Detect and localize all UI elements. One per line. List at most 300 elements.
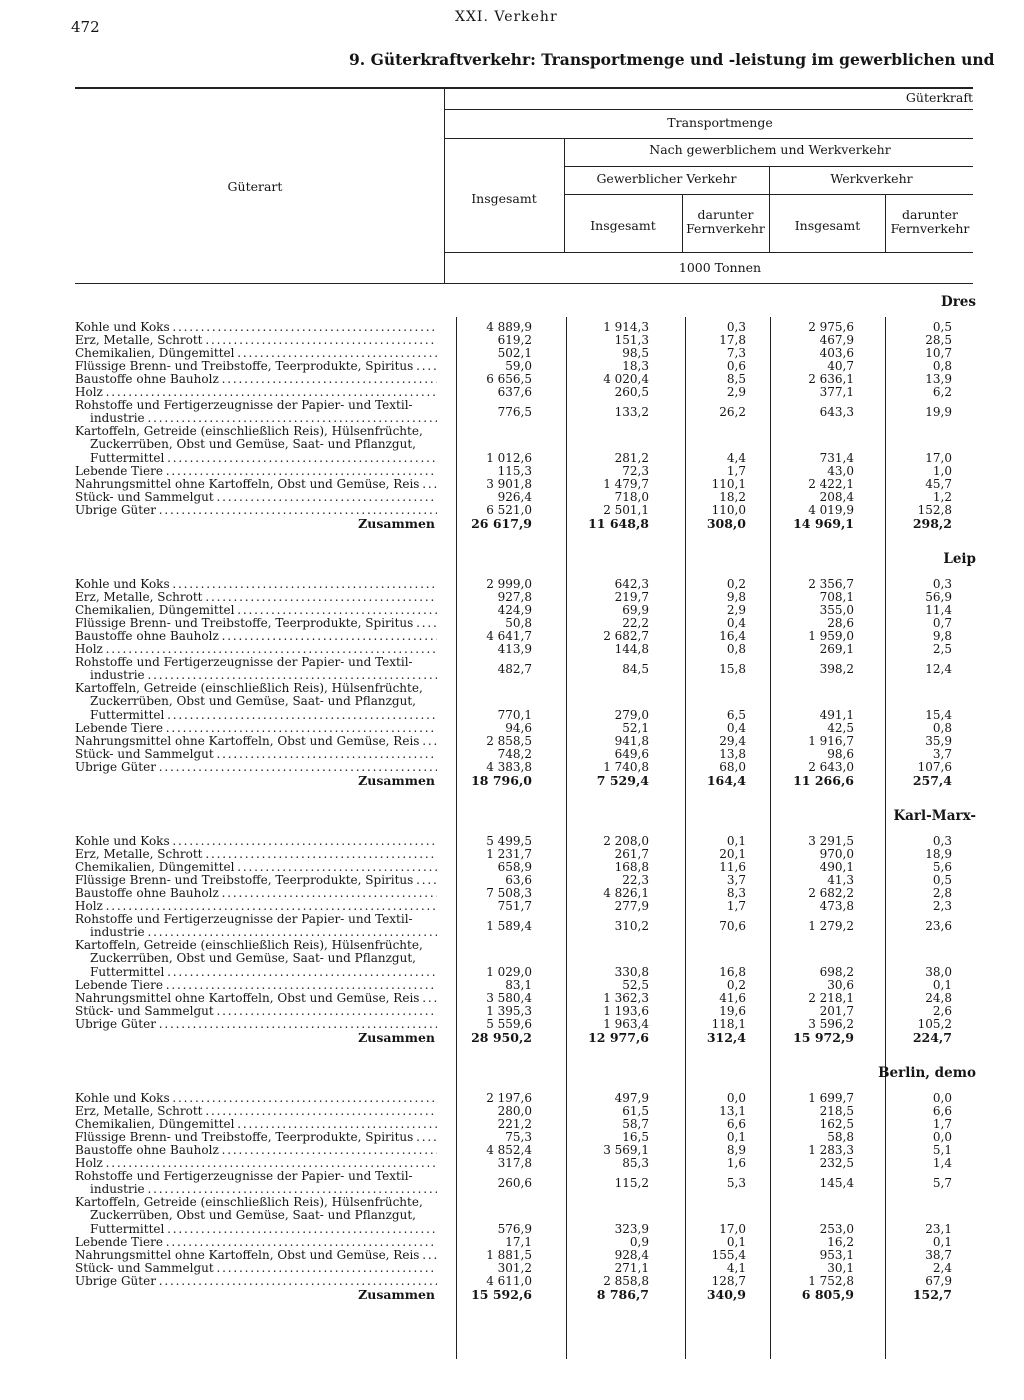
cell-werk-fernverkehr: 5,1 <box>932 1143 952 1158</box>
cell-werk-fernverkehr: 35,9 <box>925 733 952 748</box>
cell-gewerblich-fernverkehr: 13,1 <box>719 1104 746 1119</box>
row-label: industrie . . . <box>90 669 437 682</box>
cell-werk-fernverkehr: 0,0 <box>932 1091 952 1105</box>
cell-werk-insgesamt: 98,6 <box>827 746 854 761</box>
cell-werk-insgesamt: 377,1 <box>819 385 854 400</box>
row-label: Rohstoffe und Fertigerzeugnisse der Papier- und Textil- <box>75 1170 413 1184</box>
header-divider <box>444 88 445 284</box>
header-divider <box>564 138 565 252</box>
total-gewerblich-insgesamt: 7 529,4 <box>596 772 649 788</box>
cell-gewerblich-fernverkehr: 17,8 <box>719 333 746 348</box>
row-label: Zuckerrüben, Obst und Gemüse, Saat- und Pflanzgut, <box>90 695 416 709</box>
cell-gewerblich-fernverkehr: 13,8 <box>719 746 746 761</box>
row-label: Futtermittel . . . <box>90 1223 437 1236</box>
cell-gewerblich-fernverkehr: 9,8 <box>726 590 746 605</box>
cell-gewerblich-fernverkehr: 19,6 <box>719 1003 746 1018</box>
row-label: Chemikalien, Düngemittel . . . <box>75 604 437 617</box>
cell-werk-fernverkehr: 3,7 <box>932 746 952 761</box>
cell-insgesamt: 2 858,5 <box>486 733 532 748</box>
cell-insgesamt: 4 641,7 <box>486 629 532 644</box>
cell-werk-fernverkehr: 1,4 <box>932 1156 952 1171</box>
cell-werk-insgesamt: 2 636,1 <box>808 372 854 387</box>
cell-gewerblich-fernverkehr: 41,6 <box>719 990 746 1005</box>
row-label: Rohstoffe und Fertigerzeugnisse der Papier- und Textil- <box>75 656 413 670</box>
region-name: Berlin, demo <box>878 1065 976 1081</box>
cell-werk-fernverkehr: 18,9 <box>925 847 952 862</box>
cell-werk-fernverkehr: 1,2 <box>932 489 952 504</box>
cell-gewerblich-insgesamt: 2 501,1 <box>603 502 649 517</box>
row-label: Chemikalien, Düngemittel . . . <box>75 347 437 360</box>
row-label: Baustoffe ohne Bauholz . . . <box>75 630 437 643</box>
cell-werk-fernverkehr: 13,9 <box>925 372 952 387</box>
cell-werk-insgesamt: 1 699,7 <box>808 1091 854 1105</box>
row-label: Übrige Güter . . . <box>75 504 437 517</box>
cell-werk-fernverkehr: 107,6 <box>917 759 952 774</box>
cell-werk-insgesamt: 208,4 <box>819 489 854 504</box>
total-label: Zusammen <box>358 1287 435 1301</box>
chapter-heading: XXI. Verkehr <box>455 9 558 25</box>
cell-werk-fernverkehr: 15,4 <box>925 707 952 722</box>
cell-werk-fernverkehr: 67,9 <box>925 1273 952 1288</box>
cell-gewerblich-insgesamt: 16,5 <box>622 1130 649 1145</box>
cell-werk-fernverkehr: 12,4 <box>925 661 952 676</box>
cell-werk-fernverkehr: 19,9 <box>925 404 952 419</box>
total-label: Zusammen <box>358 516 435 530</box>
cell-werk-insgesamt: 1 916,7 <box>808 733 854 748</box>
insgesamt-total-header: Insgesamt <box>471 191 537 206</box>
cell-gewerblich-fernverkehr: 0,3 <box>726 320 746 334</box>
cell-gewerblich-fernverkehr: 20,1 <box>719 847 746 862</box>
cell-insgesamt: 658,9 <box>497 860 532 875</box>
total-gewerblich-insgesamt: 8 786,7 <box>596 1286 649 1302</box>
cell-insgesamt: 301,2 <box>497 1260 532 1275</box>
row-label: Flüssige Brenn- und Treibstoffe, Teerprodukte, Spiritus . . . <box>75 360 437 373</box>
cell-gewerblich-insgesamt: 2 682,7 <box>603 629 649 644</box>
darunter-label: darunter <box>902 207 958 222</box>
cell-gewerblich-insgesamt: 85,3 <box>622 1156 649 1171</box>
cell-gewerblich-fernverkehr: 1,6 <box>726 1156 746 1171</box>
cell-gewerblich-fernverkehr: 0,1 <box>726 834 746 848</box>
cell-werk-fernverkehr: 28,5 <box>925 333 952 348</box>
row-label: Rohstoffe und Fertigerzeugnisse der Papier- und Textil- <box>75 913 413 927</box>
total-gewerblich-fernverkehr: 312,4 <box>706 1029 746 1045</box>
cell-gewerblich-insgesamt: 52,5 <box>622 977 649 992</box>
cell-gewerblich-insgesamt: 0,9 <box>629 1234 649 1249</box>
cell-gewerblich-fernverkehr: 110,1 <box>711 476 746 491</box>
cell-gewerblich-insgesamt: 261,7 <box>614 847 649 862</box>
region-block <box>0 808 1024 1058</box>
cell-werk-insgesamt: 40,7 <box>827 359 854 374</box>
cell-insgesamt: 280,0 <box>497 1104 532 1119</box>
cell-insgesamt: 83,1 <box>505 977 532 992</box>
total-insgesamt: 15 592,6 <box>471 1286 532 1302</box>
cell-insgesamt: 1 012,6 <box>486 450 532 465</box>
row-label: Stück- und Sammelgut . . . <box>75 1262 437 1275</box>
cell-insgesamt: 59,0 <box>505 359 532 374</box>
cell-insgesamt: 482,7 <box>497 661 532 676</box>
cell-insgesamt: 2 197,6 <box>486 1091 532 1105</box>
cell-werk-fernverkehr: 0,8 <box>932 359 952 374</box>
row-label: Baustoffe ohne Bauholz . . . <box>75 887 437 900</box>
cell-insgesamt: 1 231,7 <box>486 847 532 862</box>
cell-gewerblich-insgesamt: 52,1 <box>622 720 649 735</box>
cell-insgesamt: 3 901,8 <box>486 476 532 491</box>
cell-gewerblich-insgesamt: 649,6 <box>614 746 649 761</box>
cell-gewerblich-insgesamt: 22,3 <box>622 873 649 888</box>
cell-insgesamt: 221,2 <box>497 1117 532 1132</box>
cell-gewerblich-insgesamt: 58,7 <box>622 1117 649 1132</box>
row-label: Nahrungsmittel ohne Kartoffeln, Obst und Gemüse, Reis . . . <box>75 735 437 748</box>
header-bottom-rule <box>75 283 973 284</box>
row-label: Chemikalien, Düngemittel . . . <box>75 1118 437 1131</box>
total-werk-fernverkehr: 257,4 <box>912 772 952 788</box>
cell-insgesamt: 926,4 <box>497 489 532 504</box>
cell-werk-insgesamt: 16,2 <box>827 1234 854 1249</box>
cell-werk-fernverkehr: 2,5 <box>932 642 952 657</box>
header-rule <box>444 252 973 253</box>
cell-gewerblich-insgesamt: 84,5 <box>622 661 649 676</box>
cell-gewerblich-insgesamt: 279,0 <box>614 707 649 722</box>
cell-gewerblich-fernverkehr: 5,3 <box>726 1175 746 1190</box>
cell-werk-insgesamt: 2 218,1 <box>808 990 854 1005</box>
total-werk-insgesamt: 6 805,9 <box>801 1286 854 1302</box>
total-werk-insgesamt: 15 972,9 <box>793 1029 854 1045</box>
cell-insgesamt: 7 508,3 <box>486 886 532 901</box>
cell-werk-fernverkehr: 10,7 <box>925 346 952 361</box>
cell-gewerblich-fernverkehr: 110,0 <box>711 502 746 517</box>
cell-gewerblich-insgesamt: 4 020,4 <box>603 372 649 387</box>
cell-gewerblich-insgesamt: 72,3 <box>622 463 649 478</box>
row-label: Kartoffeln, Getreide (einschließlich Reis), Hülsenfrüchte, <box>75 682 423 696</box>
unit-header: 1000 Tonnen <box>678 260 762 275</box>
cell-gewerblich-insgesamt: 1 740,8 <box>603 759 649 774</box>
cell-gewerblich-insgesamt: 928,4 <box>614 1247 649 1262</box>
cell-gewerblich-fernverkehr: 17,0 <box>719 1221 746 1236</box>
cell-werk-insgesamt: 1 283,3 <box>808 1143 854 1158</box>
cell-gewerblich-fernverkehr: 16,8 <box>719 964 746 979</box>
cell-werk-insgesamt: 58,8 <box>827 1130 854 1145</box>
total-label: Zusammen <box>358 773 435 787</box>
cell-werk-insgesamt: 218,5 <box>819 1104 854 1119</box>
cell-werk-fernverkehr: 56,9 <box>925 590 952 605</box>
cell-gewerblich-fernverkehr: 4,4 <box>726 450 746 465</box>
cell-gewerblich-insgesamt: 941,8 <box>614 733 649 748</box>
cell-insgesamt: 751,7 <box>497 899 532 914</box>
cell-werk-fernverkehr: 6,2 <box>932 385 952 400</box>
cell-insgesamt: 424,9 <box>497 603 532 618</box>
cell-gewerblich-insgesamt: 330,8 <box>614 964 649 979</box>
row-label: Holz . . . <box>75 643 437 656</box>
cell-werk-insgesamt: 398,2 <box>819 661 854 676</box>
cell-insgesamt: 5 499,5 <box>486 834 532 848</box>
row-label: Stück- und Sammelgut . . . <box>75 748 437 761</box>
cell-gewerblich-fernverkehr: 118,1 <box>711 1016 746 1031</box>
row-label: Holz . . . <box>75 386 437 399</box>
row-label: Stück- und Sammelgut . . . <box>75 1005 437 1018</box>
cell-insgesamt: 3 580,4 <box>486 990 532 1005</box>
cell-gewerblich-fernverkehr: 7,3 <box>726 346 746 361</box>
cell-gewerblich-insgesamt: 1 479,7 <box>603 476 649 491</box>
row-label: Kohle und Koks . . . <box>75 835 437 848</box>
cell-gewerblich-fernverkehr: 0,4 <box>726 720 746 735</box>
row-label: Rohstoffe und Fertigerzeugnisse der Papier- und Textil- <box>75 399 413 413</box>
cell-gewerblich-insgesamt: 69,9 <box>622 603 649 618</box>
cell-insgesamt: 75,3 <box>505 1130 532 1145</box>
row-label: Übrige Güter . . . <box>75 1018 437 1031</box>
cell-werk-fernverkehr: 0,3 <box>932 577 952 591</box>
cell-gewerblich-fernverkehr: 2,9 <box>726 603 746 618</box>
cell-gewerblich-fernverkehr: 16,4 <box>719 629 746 644</box>
row-label: Kartoffeln, Getreide (einschließlich Reis), Hülsenfrüchte, <box>75 1196 423 1210</box>
cell-werk-insgesamt: 4 019,9 <box>808 502 854 517</box>
cell-werk-insgesamt: 355,0 <box>819 603 854 618</box>
cell-gewerblich-insgesamt: 260,5 <box>614 385 649 400</box>
row-label: industrie . . . <box>90 412 437 425</box>
cell-gewerblich-insgesamt: 61,5 <box>622 1104 649 1119</box>
cell-werk-insgesamt: 30,1 <box>827 1260 854 1275</box>
cell-werk-insgesamt: 41,3 <box>827 873 854 888</box>
cell-werk-fernverkehr: 152,8 <box>917 502 952 517</box>
cell-gewerblich-insgesamt: 281,2 <box>614 450 649 465</box>
cell-gewerblich-fernverkehr: 68,0 <box>719 759 746 774</box>
cell-gewerblich-fernverkehr: 8,5 <box>726 372 746 387</box>
row-label: Kohle und Koks . . . <box>75 578 437 591</box>
cell-gewerblich-fernverkehr: 0,2 <box>726 977 746 992</box>
cell-insgesamt: 4 889,9 <box>486 320 532 334</box>
cell-werk-insgesamt: 3 291,5 <box>808 834 854 848</box>
row-label: Flüssige Brenn- und Treibstoffe, Teerprodukte, Spiritus . . . <box>75 617 437 630</box>
row-label: Lebende Tiere . . . <box>75 465 437 478</box>
darunter-gew-header <box>682 208 769 236</box>
row-label: Kartoffeln, Getreide (einschließlich Reis), Hülsenfrüchte, <box>75 939 423 953</box>
cell-werk-insgesamt: 28,6 <box>827 616 854 631</box>
header-rule <box>444 138 973 139</box>
row-label: Übrige Güter . . . <box>75 1275 437 1288</box>
cell-werk-insgesamt: 145,4 <box>819 1175 854 1190</box>
row-label: Baustoffe ohne Bauholz . . . <box>75 1144 437 1157</box>
cell-insgesamt: 1 881,5 <box>486 1247 532 1262</box>
cell-werk-fernverkehr: 2,3 <box>932 899 952 914</box>
cell-werk-fernverkehr: 0,0 <box>932 1130 952 1145</box>
row-label: Chemikalien, Düngemittel . . . <box>75 861 437 874</box>
region-block <box>0 294 1024 544</box>
cell-werk-fernverkehr: 0,5 <box>932 320 952 334</box>
row-label: Erz, Metalle, Schrott . . . <box>75 591 437 604</box>
cell-gewerblich-fernverkehr: 0,0 <box>726 1091 746 1105</box>
row-label: Nahrungsmittel ohne Kartoffeln, Obst und Gemüse, Reis . . . <box>75 992 437 1005</box>
cell-werk-fernverkehr: 1,7 <box>932 1117 952 1132</box>
cell-gewerblich-insgesamt: 168,8 <box>614 860 649 875</box>
row-label: Futtermittel . . . <box>90 452 437 465</box>
total-gewerblich-insgesamt: 11 648,8 <box>588 515 649 531</box>
cell-gewerblich-insgesamt: 151,3 <box>614 333 649 348</box>
total-gewerblich-fernverkehr: 164,4 <box>706 772 746 788</box>
total-werk-insgesamt: 14 969,1 <box>793 515 854 531</box>
row-label: Übrige Güter . . . <box>75 761 437 774</box>
total-werk-fernverkehr: 224,7 <box>912 1029 952 1045</box>
cell-gewerblich-insgesamt: 144,8 <box>614 642 649 657</box>
cell-werk-insgesamt: 1 279,2 <box>808 918 854 933</box>
cell-werk-insgesamt: 253,0 <box>819 1221 854 1236</box>
cell-werk-insgesamt: 490,1 <box>819 860 854 875</box>
cell-insgesamt: 94,6 <box>505 720 532 735</box>
cell-werk-fernverkehr: 0,5 <box>932 873 952 888</box>
cell-gewerblich-fernverkehr: 15,8 <box>719 661 746 676</box>
cell-gewerblich-insgesamt: 4 826,1 <box>603 886 649 901</box>
cell-insgesamt: 2 999,0 <box>486 577 532 591</box>
cell-werk-insgesamt: 698,2 <box>819 964 854 979</box>
cell-werk-insgesamt: 2 643,0 <box>808 759 854 774</box>
cell-werk-insgesamt: 953,1 <box>819 1247 854 1262</box>
cell-gewerblich-insgesamt: 2 858,8 <box>603 1273 649 1288</box>
region-name: Leip <box>943 551 976 567</box>
cell-gewerblich-insgesamt: 18,3 <box>622 359 649 374</box>
cell-gewerblich-insgesamt: 1 914,3 <box>603 320 649 334</box>
row-label: Zuckerrüben, Obst und Gemüse, Saat- und Pflanzgut, <box>90 1209 416 1223</box>
cell-gewerblich-insgesamt: 1 193,6 <box>603 1003 649 1018</box>
cell-werk-insgesamt: 3 596,2 <box>808 1016 854 1031</box>
fernverkehr-label: Fernverkehr <box>686 221 765 236</box>
cell-gewerblich-insgesamt: 323,9 <box>614 1221 649 1236</box>
cell-gewerblich-insgesamt: 3 569,1 <box>603 1143 649 1158</box>
cell-insgesamt: 1 589,4 <box>486 918 532 933</box>
cell-insgesamt: 619,2 <box>497 333 532 348</box>
cell-werk-insgesamt: 403,6 <box>819 346 854 361</box>
cell-werk-insgesamt: 42,5 <box>827 720 854 735</box>
region-block <box>0 1065 1024 1315</box>
cell-werk-insgesamt: 467,9 <box>819 333 854 348</box>
cell-werk-insgesamt: 2 682,2 <box>808 886 854 901</box>
cell-gewerblich-insgesamt: 310,2 <box>614 918 649 933</box>
cell-werk-fernverkehr: 11,4 <box>925 603 952 618</box>
goods-type-header: Güterart <box>227 179 283 194</box>
cell-insgesamt: 748,2 <box>497 746 532 761</box>
cell-gewerblich-fernverkehr: 0,1 <box>726 1130 746 1145</box>
region-name: Dres <box>940 294 976 310</box>
cell-gewerblich-fernverkehr: 18,2 <box>719 489 746 504</box>
cell-insgesamt: 637,6 <box>497 385 532 400</box>
cell-gewerblich-fernverkehr: 0,6 <box>726 359 746 374</box>
total-gewerblich-insgesamt: 12 977,6 <box>588 1029 649 1045</box>
cell-gewerblich-fernverkehr: 0,1 <box>726 1234 746 1249</box>
werkverkehr-header: Werkverkehr <box>830 171 913 186</box>
cell-werk-fernverkehr: 2,8 <box>932 886 952 901</box>
darunter-label: darunter <box>697 207 754 222</box>
cell-gewerblich-fernverkehr: 2,9 <box>726 385 746 400</box>
cell-gewerblich-fernverkehr: 70,6 <box>719 918 746 933</box>
cell-gewerblich-insgesamt: 115,2 <box>614 1175 649 1190</box>
insgesamt-gew-header: Insgesamt <box>590 218 656 233</box>
total-label: Zusammen <box>358 1030 435 1044</box>
cell-gewerblich-insgesamt: 1 362,3 <box>603 990 649 1005</box>
cell-gewerblich-fernverkehr: 155,4 <box>711 1247 746 1262</box>
region-block <box>0 551 1024 801</box>
cell-gewerblich-fernverkehr: 0,8 <box>726 642 746 657</box>
cell-werk-fernverkehr: 9,8 <box>932 629 952 644</box>
total-gewerblich-fernverkehr: 340,9 <box>706 1286 746 1302</box>
row-label: Nahrungsmittel ohne Kartoffeln, Obst und Gemüse, Reis . . . <box>75 478 437 491</box>
total-insgesamt: 26 617,9 <box>471 515 532 531</box>
row-label: Lebende Tiere . . . <box>75 722 437 735</box>
cell-gewerblich-fernverkehr: 4,1 <box>726 1260 746 1275</box>
cell-werk-insgesamt: 970,0 <box>819 847 854 862</box>
cell-werk-insgesamt: 1 752,8 <box>808 1273 854 1288</box>
cell-werk-fernverkehr: 105,2 <box>917 1016 952 1031</box>
row-label: Holz . . . <box>75 900 437 913</box>
cell-gewerblich-fernverkehr: 6,5 <box>726 707 746 722</box>
row-label: Stück- und Sammelgut . . . <box>75 491 437 504</box>
cell-insgesamt: 776,5 <box>497 404 532 419</box>
cell-werk-insgesamt: 43,0 <box>827 463 854 478</box>
cell-werk-insgesamt: 201,7 <box>819 1003 854 1018</box>
nach-verkehr-header: Nach gewerblichem und Werkverkehr <box>649 142 891 157</box>
header-rule <box>444 109 973 110</box>
total-werk-insgesamt: 11 266,6 <box>793 772 854 788</box>
cell-insgesamt: 5 559,6 <box>486 1016 532 1031</box>
cell-insgesamt: 770,1 <box>497 707 532 722</box>
total-werk-fernverkehr: 152,7 <box>912 1286 952 1302</box>
cell-insgesamt: 576,9 <box>497 1221 532 1236</box>
cell-werk-fernverkehr: 38,0 <box>925 964 952 979</box>
region-name: Karl-Marx- <box>893 808 976 824</box>
cell-gewerblich-insgesamt: 497,9 <box>614 1091 649 1105</box>
cell-insgesamt: 1 395,3 <box>486 1003 532 1018</box>
cell-insgesamt: 927,8 <box>497 590 532 605</box>
cell-gewerblich-insgesamt: 2 208,0 <box>603 834 649 848</box>
cell-insgesamt: 317,8 <box>497 1156 532 1171</box>
row-label: Lebende Tiere . . . <box>75 1236 437 1249</box>
fernverkehr-label: Fernverkehr <box>890 221 970 236</box>
row-label: Erz, Metalle, Schrott . . . <box>75 848 437 861</box>
gewerblicher-verkehr-header: Gewerblicher Verkehr <box>596 171 737 186</box>
darunter-werk-header <box>885 208 975 236</box>
row-label: Flüssige Brenn- und Treibstoffe, Teerprodukte, Spiritus . . . <box>75 1131 437 1144</box>
row-label: Baustoffe ohne Bauholz . . . <box>75 373 437 386</box>
cell-insgesamt: 50,8 <box>505 616 532 631</box>
cell-insgesamt: 1 029,0 <box>486 964 532 979</box>
cell-gewerblich-insgesamt: 98,5 <box>622 346 649 361</box>
cell-werk-fernverkehr: 17,0 <box>925 450 952 465</box>
gueterkraft-header: Güterkraft <box>905 90 973 105</box>
cell-insgesamt: 502,1 <box>497 346 532 361</box>
cell-gewerblich-insgesamt: 22,2 <box>622 616 649 631</box>
row-label: Erz, Metalle, Schrott . . . <box>75 1105 437 1118</box>
cell-werk-fernverkehr: 2,6 <box>932 1003 952 1018</box>
row-label: Nahrungsmittel ohne Kartoffeln, Obst und Gemüse, Reis . . . <box>75 1249 437 1262</box>
insgesamt-werk-header: Insgesamt <box>794 218 861 233</box>
cell-insgesamt: 260,6 <box>497 1175 532 1190</box>
cell-werk-fernverkehr: 0,8 <box>932 720 952 735</box>
cell-insgesamt: 4 852,4 <box>486 1143 532 1158</box>
cell-insgesamt: 413,9 <box>497 642 532 657</box>
cell-werk-fernverkehr: 0,1 <box>932 977 952 992</box>
cell-insgesamt: 115,3 <box>497 463 532 478</box>
row-label: industrie . . . <box>90 1183 437 1196</box>
cell-werk-insgesamt: 2 975,6 <box>808 320 854 334</box>
cell-insgesamt: 6 656,5 <box>486 372 532 387</box>
cell-insgesamt: 63,6 <box>505 873 532 888</box>
cell-werk-fernverkehr: 0,7 <box>932 616 952 631</box>
transportmenge-header: Transportmenge <box>667 115 773 130</box>
row-label: Holz . . . <box>75 1157 437 1170</box>
cell-werk-fernverkehr: 38,7 <box>925 1247 952 1262</box>
cell-werk-fernverkehr: 24,8 <box>925 990 952 1005</box>
total-gewerblich-fernverkehr: 308,0 <box>706 515 746 531</box>
row-label: Lebende Tiere . . . <box>75 979 437 992</box>
row-label: Kohle und Koks . . . <box>75 321 437 334</box>
cell-werk-fernverkehr: 5,6 <box>932 860 952 875</box>
cell-werk-insgesamt: 232,5 <box>819 1156 854 1171</box>
